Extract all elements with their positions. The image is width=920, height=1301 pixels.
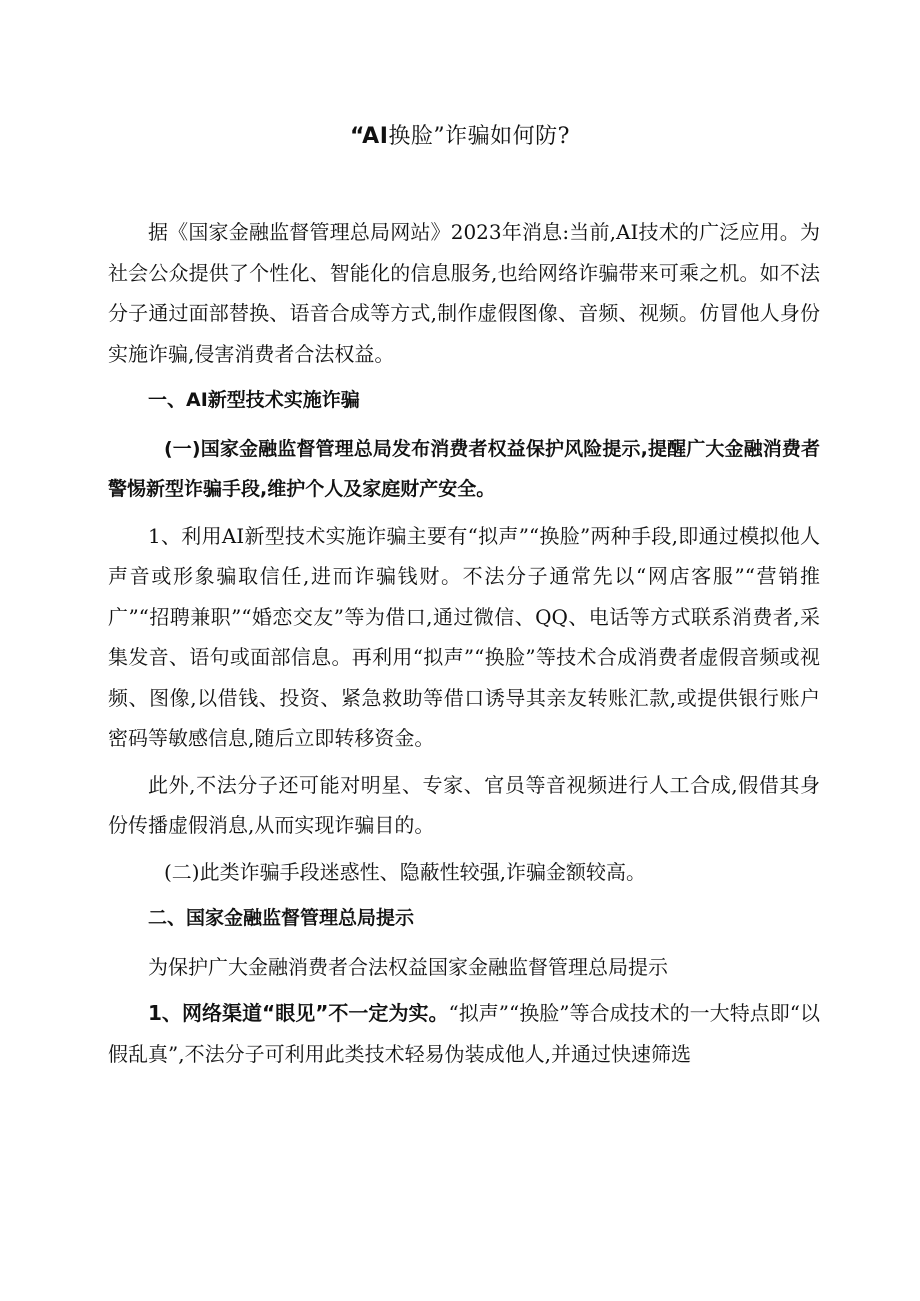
subsection-heading-1: (一)国家金融监督管理总局发布消费者权益保护风险提示,提醒广大金融消费者警惕新型诈骗手段,维护个人及家庭财产安全。	[108, 437, 820, 500]
tip-1-paragraph	[108, 993, 820, 1074]
document-body	[108, 212, 820, 1080]
point-2-paragraph: 此外,不法分子还可能对明星、专家、官员等音视频进行人工合成,假借其身份传播虚假消息,从而实现诈骗目的。	[108, 772, 820, 837]
tip-1-text: “拟声”“换脸”等合成技术的一大特点即“以假乱真”,不法分子可利用此类技术轻易伪装成他人,并通过快速筛选	[108, 1001, 820, 1066]
title-ai-part: “AI	[350, 124, 389, 149]
point-1-paragraph: 1、利用AI新型技术实施诈骗主要有“拟声”“换脸”两种手段,即通过模拟他人声音或形象骗取信任,进而诈骗钱财。不法分子通常先以“网店客服”“营销推广”“招聘兼职”“婚恋交友”等为借口,通过微信、QQ、电话等方式联系消费者,采集发音、语句或面部信息。再利用“拟声”“换脸”等技术合成消费者虚假音频或视频、图像,以借钱、投资、紧急救助等借口诱导其亲友转账汇款,或提供银行账户密码等敏感信息,随后立即转移资金。	[108, 523, 820, 750]
section-2-lead: 为保护广大金融消费者合法权益国家金融监督管理总局提示	[148, 954, 668, 979]
section-heading-1: 一、AI新型技术实施诈骗	[148, 389, 360, 411]
tip-1-heading: 1、网络渠道“眼见”不一定为实。	[148, 1001, 449, 1025]
document-title	[0, 122, 920, 152]
intro-paragraph: 据《国家金融监督管理总局网站》2023年消息:当前,AI技术的广泛应用。为社会公众提供了个性化、智能化的信息服务,也给网络诈骗带来可乘之机。如不法分子通过面部替换、语音合成等方式,制作虚假图像、音频、视频。仿冒他人身份实施诈骗,侵害消费者合法权益。	[108, 220, 820, 366]
subsection-2-paragraph: (二)此类诈骗手段迷惑性、隐蔽性较强,诈骗金额较高。	[164, 859, 646, 884]
section-heading-2: 二、国家金融监督管理总局提示	[148, 907, 415, 929]
title-rest: 换脸”诈骗如何防?	[388, 124, 570, 149]
